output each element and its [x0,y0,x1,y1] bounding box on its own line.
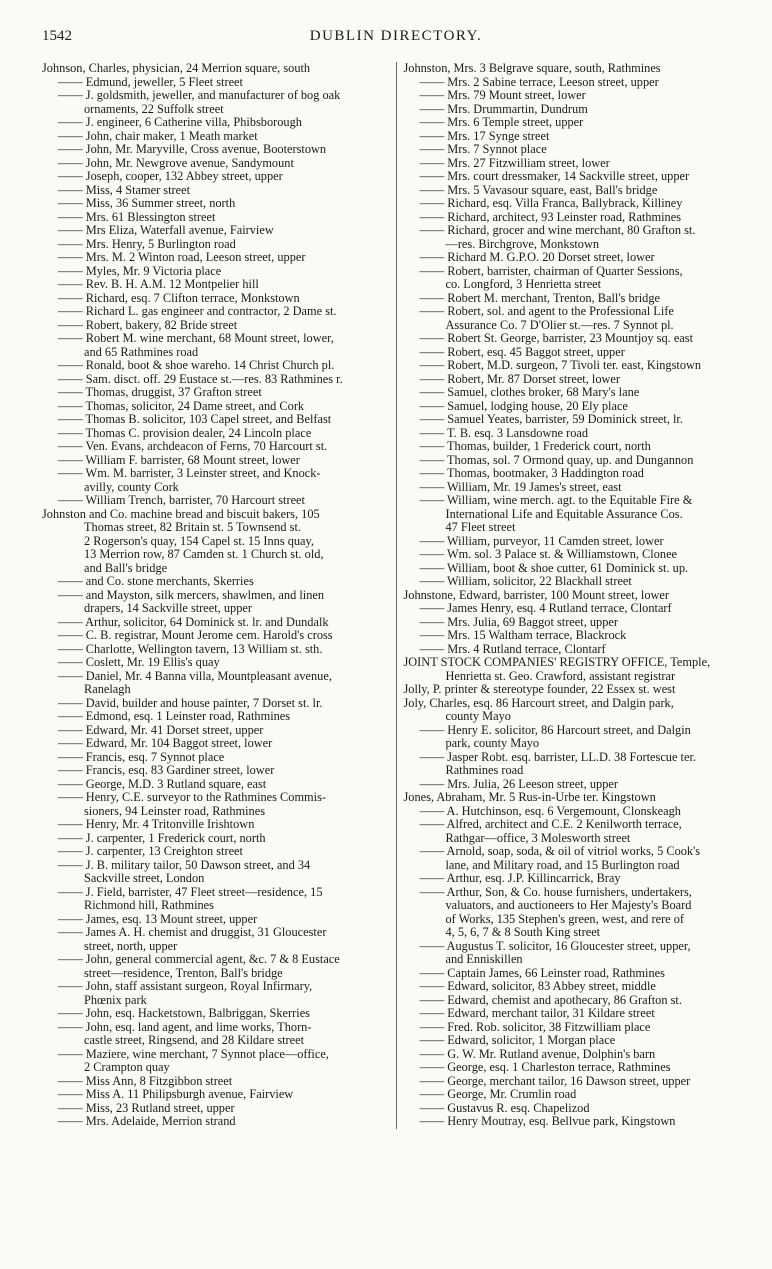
directory-entry: —— Jasper Robt. esq. barrister, LL.D. 38 Fortescue ter. [419,750,696,764]
directory-entry: —— William, solicitor, 22 Blackhall street [419,575,632,588]
directory-entry: —— Thomas, bootmaker, 3 Haddington road [419,467,644,480]
directory-entry: county Mayo [445,710,511,723]
directory-entry: —— Robert, barrister, chairman of Quarter Sessions, [419,264,683,278]
directory-entry: —— Richard, esq. Villa Franca, Ballybrack, Killiney [419,197,683,210]
directory-entry: —— Samuel, lodging house, 20 Ely place [419,399,628,413]
directory-entry: —— Mrs. 17 Synge street [419,129,550,143]
directory-entry: —— G. W. Mr. Rutland avenue, Dolphin's barn [419,1047,656,1061]
directory-entry: —— Charlotte, Wellington tavern, 13 William st. sth. [58,642,323,656]
directory-entry: —— Mrs. 2 Sabine terrace, Leeson street, upper [419,75,659,89]
directory-entry: —— Richard, esq. 7 Clifton terrace, Monkstown [58,291,300,305]
directory-entry: —— Mrs. 4 Rutland terrace, Clontarf [419,642,606,656]
directory-entry: —— Edward, merchant tailor, 31 Kildare street [419,1007,655,1020]
directory-entry: —— Mrs. 15 Waltham terrace, Blackrock [419,629,627,642]
page-number: 1542 [42,28,72,44]
directory-columns [42,62,750,1129]
directory-entry: —— T. B. esq. 3 Lansdowne road [419,426,589,440]
directory-entry: —— James Henry, esq. 4 Rutland terrace, Clontarf [419,602,672,615]
directory-entry: —— Edward, chemist and apothecary, 86 Grafton st. [419,993,682,1007]
directory-entry: —— Rev. B. H. A.M. 12 Montpelier hill [58,278,259,291]
directory-entry: 4, 5, 6, 7 & 8 South King street [445,926,601,939]
directory-entry: —— James, esq. 13 Mount street, upper [58,912,258,926]
directory-entry: —— William F. barrister, 68 Mount street, lower [58,453,300,467]
directory-entry: —— Maziere, wine merchant, 7 Synnot place—office, [58,1047,329,1061]
directory-entry: —— Mrs. 5 Vavasour square, east, Ball's bridge [419,183,658,197]
directory-entry: Richmond hill, Rathmines [84,899,214,912]
directory-entry: —— Arthur, esq. J.P. Killincarrick, Bray [419,872,621,885]
directory-entry: Johnson, Charles, physician, 24 Merrion square, south [42,62,311,75]
directory-entry: —— William, wine merch. agt. to the Equitable Fire & [419,494,693,507]
directory-entry: —— John, Mr. Maryville, Cross avenue, Booterstown [58,143,327,156]
directory-entry: —— Robert M. wine merchant, 68 Mount street, lower, [58,332,334,345]
directory-entry: Jones, Abraham, Mr. 5 Rus-in-Urbe ter. Kingstown [403,791,656,804]
directory-entry: —— Robert M. merchant, Trenton, Ball's bridge [419,291,660,305]
directory-entry: JOINT STOCK COMPANIES' REGISTRY OFFICE, Temple, [403,656,711,669]
directory-entry: —— and Mayston, silk mercers, shawlmen, and linen [58,588,325,602]
directory-entry: sioners, 94 Leinster road, Rathmines [84,804,266,818]
directory-entry: —— Mrs. Julia, 26 Leeson street, upper [419,777,618,791]
directory-entry: —— Robert St. George, barrister, 23 Mountjoy sq. east [419,332,694,345]
directory-entry: —— William, purveyor, 11 Camden street, lower [419,534,664,548]
directory-entry: —— Ven. Evans, archdeacon of Ferns, 70 Harcourt st. [58,440,328,453]
directory-entry: —res. Birchgrove, Monkstown [445,237,600,251]
directory-entry: —— Mrs. 61 Blessington street [58,210,216,224]
directory-entry: Johnston and Co. machine bread and biscuit bakers, 105 [42,507,320,521]
directory-entry: 2 Crampton quay [84,1061,170,1074]
directory-entry: —— Mrs. court dressmaker, 14 Sackville street, upper [419,170,690,183]
directory-entry: —— David, builder and house painter, 7 Dorset st. lr. [58,696,323,710]
directory-entry: —— John, esq. land agent, and lime works, Thorn- [58,1020,312,1034]
directory-entry: International Life and Equitable Assurance Cos. [445,507,683,521]
directory-entry: —— Edmund, jeweller, 5 Fleet street [58,75,243,89]
directory-entry: —— Fred. Rob. solicitor, 38 Fitzwilliam place [419,1020,651,1034]
directory-entry: —— Edward, solicitor, 83 Abbey street, middle [419,980,656,993]
directory-entry: —— Wm. sol. 3 Palace st. & Williamstown, Clonee [419,548,678,561]
directory-entry: —— George, M.D. 3 Rutland square, east [58,777,267,791]
directory-entry: —— Robert, bakery, 82 Bride street [58,318,238,332]
left-column [42,62,396,1129]
directory-entry: —— Sam. disct. off. 29 Eustace st.—res. 83 Rathmines r. [58,372,343,386]
directory-entry: —— Edmond, esq. 1 Leinster road, Rathmines [58,710,291,723]
directory-entry: Joly, Charles, esq. 86 Harcourt street, and Dalgin park, [403,696,674,710]
directory-entry: —— Alfred, architect and C.E. 2 Kenilworth terrace, [419,818,682,831]
directory-entry: —— Mrs. 27 Fitzwilliam street, lower [419,156,610,170]
directory-entry: castle street, Ringsend, and 28 Kildare street [84,1034,305,1047]
directory-entry: —— John, esq. Hacketstown, Balbriggan, Skerries [58,1007,310,1020]
directory-entry: —— Robert, Mr. 87 Dorset street, lower [419,372,621,386]
directory-entry: —— Mrs. Drummartin, Dundrum [419,102,588,116]
directory-entry: —— George, esq. 1 Charleston terrace, Rathmines [419,1061,671,1074]
directory-entry: —— Henry E. solicitor, 86 Harcourt street, and Dalgin [419,723,691,737]
directory-entry: —— Gustavus R. esq. Chapelizod [419,1101,590,1115]
directory-entry: —— J. goldsmith, jeweller, and manufacturer of bog oak [58,89,341,102]
directory-entry: —— Mrs. Adelaide, Merrion strand [58,1115,236,1128]
directory-entry: —— George, merchant tailor, 16 Dawson street, upper [419,1074,691,1088]
directory-entry: avilly, county Cork [84,480,179,494]
directory-entry: —— John, chair maker, 1 Meath market [58,129,258,143]
directory-entry: —— J. Field, barrister, 47 Fleet street—residence, 15 [58,885,323,899]
directory-entry: —— Mrs. Julia, 69 Baggot street, upper [419,615,618,629]
directory-entry: —— Henry, C.E. surveyor to the Rathmines Commis- [58,791,326,804]
directory-entry: —— Arthur, Son, & Co. house furnishers, undertakers, [419,885,692,899]
directory-entry: —— Daniel, Mr. 4 Banna villa, Mountpleasant avenue, [58,669,332,683]
directory-entry: —— William, boot & shoe cutter, 61 Dominick st. up. [419,561,689,575]
directory-entry: —— Edward, Mr. 41 Dorset street, upper [58,723,264,737]
directory-entry: —— J. carpenter, 1 Frederick court, north [58,831,266,845]
directory-entry: —— John, staff assistant surgeon, Royal Infirmary, [58,980,313,993]
directory-entry: lane, and Military road, and 15 Burlington road [445,858,680,872]
directory-entry: Thomas street, 82 Britain st. 5 Townsend st. [84,521,301,534]
directory-entry: and Ball's bridge [84,561,168,575]
directory-entry: —— Mrs. 79 Mount street, lower [419,89,586,102]
directory-entry: Johnstone, Edward, barrister, 100 Mount street, lower [403,588,669,602]
directory-entry: street, north, upper [84,939,178,953]
directory-entry: street—residence, Trenton, Ball's bridge [84,966,283,980]
directory-entry: —— Mrs. 6 Temple street, upper [419,116,584,129]
directory-entry: —— and Co. stone merchants, Skerries [58,575,254,588]
directory-entry: —— Mrs. Henry, 5 Burlington road [58,237,236,251]
directory-entry: 2 Rogerson's quay, 154 Capel st. 15 Inns quay, [84,534,314,548]
directory-entry: —— J. B. military tailor, 50 Dawson street, and 34 [58,858,311,872]
directory-entry: Sackville street, London [84,872,205,885]
directory-entry: Henrietta st. Geo. Crawford, assistant registrar [445,669,676,683]
directory-entry: —— Francis, esq. 83 Gardiner street, lower [58,764,275,777]
directory-entry: —— Richard L. gas engineer and contractor, 2 Dame st. [58,305,337,318]
directory-entry: and 65 Rathmines road [84,345,199,359]
directory-entry: —— Myles, Mr. 9 Victoria place [58,264,222,278]
directory-entry: —— Augustus T. solicitor, 16 Gloucester street, upper, [419,939,691,953]
directory-entry: —— Miss A. 11 Philipsburgh avenue, Fairview [58,1088,294,1101]
page-header [42,24,750,52]
directory-entry: 47 Fleet street [445,521,516,534]
directory-entry: —— Arnold, soap, soda, & oil of vitriol works, 5 Cook's [419,845,701,858]
directory-entry: —— C. B. registrar, Mount Jerome cem. Harold's cross [58,629,333,642]
directory-entry: —— Robert, esq. 45 Baggot street, upper [419,345,625,359]
directory-entry: of Works, 135 Stephen's green, west, and rere of [445,912,685,926]
directory-entry: —— Richard, architect, 93 Leinster road, Rathmines [419,210,682,224]
directory-entry: —— Ronald, boot & shoe wareho. 14 Christ Church pl. [58,359,335,372]
directory-entry: Phœnix park [84,993,147,1007]
directory-entry: and Enniskillen [445,953,523,966]
directory-entry: —— William, Mr. 19 James's street, east [419,480,622,494]
directory-entry: —— George, Mr. Crumlin road [419,1088,577,1101]
directory-entry: Rathgar—office, 3 Molesworth street [445,831,631,845]
directory-entry: Johnston, Mrs. 3 Belgrave square, south, Rathmines [403,62,661,75]
directory-entry: —— Wm. M. barrister, 3 Leinster street, and Knock- [58,467,321,480]
directory-entry: Assurance Co. 7 D'Olier st.—res. 7 Synnot pl. [445,318,674,332]
directory-entry: —— Richard, grocer and wine merchant, 80 Grafton st. [419,224,696,237]
directory-entry: —— John, Mr. Newgrove avenue, Sandymount [58,156,294,170]
directory-entry: —— Arthur, solicitor, 64 Dominick st. lr. and Dundalk [58,615,329,629]
directory-entry: —— Edward, solicitor, 1 Morgan place [419,1034,616,1047]
directory-entry: —— Samuel Yeates, barrister, 59 Dominick street, lr. [419,413,683,426]
directory-entry: —— William Trench, barrister, 70 Harcourt street [58,494,305,507]
directory-entry: Ranelagh [84,683,131,696]
directory-entry: 13 Merrion row, 87 Camden st. 1 Church st. old, [84,548,324,561]
directory-entry: —— John, general commercial agent, &c. 7 & 8 Eustace [58,953,340,966]
directory-entry: —— Richard M. G.P.O. 20 Dorset street, lower [419,251,655,264]
directory-entry: park, county Mayo [445,737,540,750]
directory-entry: —— Thomas, sol. 7 Ormond quay, up. and Dungannon [419,453,694,467]
directory-entry: Rathmines road [445,764,524,777]
right-column [396,62,750,1129]
directory-entry: —— Robert, sol. and agent to the Professional Life [419,305,674,318]
directory-entry: —— Edward, Mr. 104 Baggot street, lower [58,737,273,750]
directory-entry: drapers, 14 Sackville street, upper [84,602,252,615]
directory-entry: valuators, and auctioneers to Her Majesty's Board [445,899,692,912]
directory-entry: —— Mrs. 7 Synnot place [419,143,547,156]
directory-entry: —— Samuel, clothes broker, 68 Mary's lane [419,386,640,399]
directory-entry: —— Miss Ann, 8 Fitzgibbon street [58,1074,233,1088]
directory-entry: co. Longford, 3 Henrietta street [445,278,602,291]
directory-entry: —— Captain James, 66 Leinster road, Rathmines [419,966,665,980]
directory-entry: —— Miss, 23 Rutland street, upper [58,1101,235,1115]
directory-entry: —— Robert, M.D. surgeon, 7 Tivoli ter. east, Kingstown [419,359,702,372]
directory-entry: —— Mrs. M. 2 Winton road, Leeson street, upper [58,251,306,264]
directory-entry: —— Henry, Mr. 4 Tritonville Irishtown [58,818,255,831]
directory-entry: —— A. Hutchinson, esq. 6 Vergemount, Clonskeagh [419,804,681,818]
directory-entry: —— James A. H. chemist and druggist, 31 Gloucester [58,926,327,939]
directory-entry: —— Thomas, solicitor, 24 Dame street, and Cork [58,399,305,413]
directory-entry: —— Mrs Eliza, Waterfall avenue, Fairview [58,224,274,237]
directory-entry: —— Coslett, Mr. 19 Ellis's quay [58,656,220,669]
directory-entry: —— Miss, 36 Summer street, north [58,197,236,210]
directory-entry: —— J. engineer, 6 Catherine villa, Phibsborough [58,116,302,129]
page-title: DUBLIN DIRECTORY. [309,28,483,44]
directory-entry: —— J. carpenter, 13 Creighton street [58,845,243,858]
directory-entry: —— Miss, 4 Stamer street [58,183,190,197]
directory-entry: —— Francis, esq. 7 Synnot place [58,750,225,764]
directory-entry: —— Thomas, builder, 1 Frederick court, north [419,440,651,453]
directory-entry: —— Thomas C. provision dealer, 24 Lincoln place [58,426,312,440]
directory-entry: —— Henry Moutray, esq. Bellvue park, Kingstown [419,1115,676,1128]
directory-entry: —— Thomas, druggist, 37 Grafton street [58,386,262,399]
directory-entry: —— Joseph, cooper, 132 Abbey street, upper [58,170,283,183]
directory-entry: —— Thomas B. solicitor, 103 Capel street, and Belfast [58,413,332,426]
directory-entry: Jolly, P. printer & stereotype founder, 22 Essex st. west [403,683,676,696]
directory-entry: ornaments, 22 Suffolk street [84,102,224,116]
